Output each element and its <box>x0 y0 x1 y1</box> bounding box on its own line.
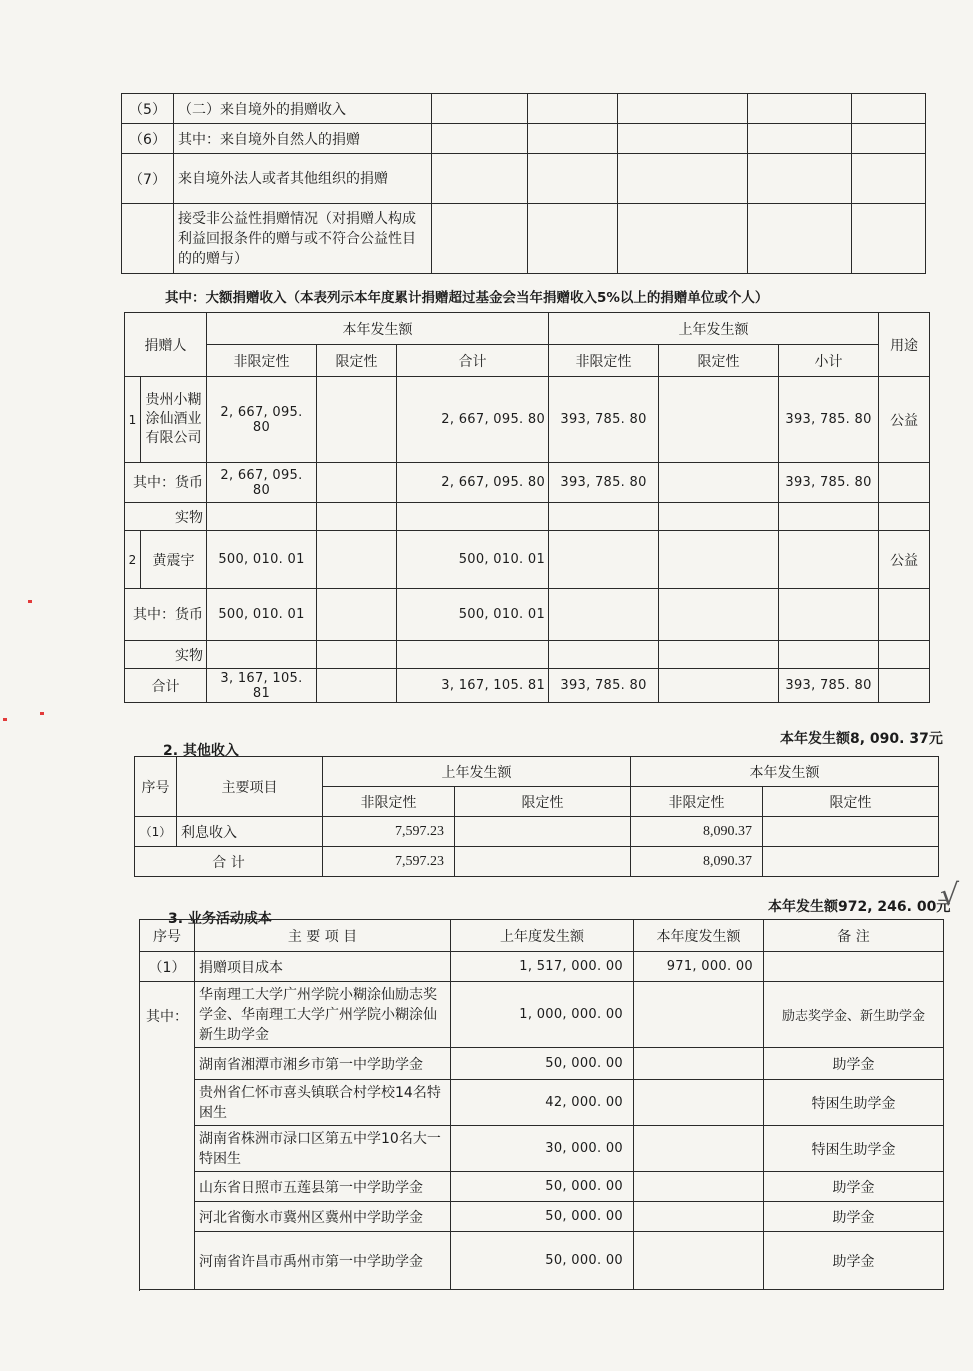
row-item: 利息收入 <box>177 817 323 847</box>
table-row <box>122 94 926 124</box>
note-header: 备 注 <box>764 920 944 952</box>
row-item: 山东省日照市五莲县第一中学助学金 <box>195 1172 451 1202</box>
foreign-donation-table <box>121 93 926 274</box>
no-header: 序号 <box>140 920 195 952</box>
row-item: 河北省衡水市冀州区冀州中学助学金 <box>195 1202 451 1232</box>
row-label: 其中：来自境外自然人的捐赠 <box>174 124 432 154</box>
value-cell: 500, 010. 01 <box>207 589 317 641</box>
sum-label: 合计 <box>125 669 207 703</box>
use-cell: 公益 <box>879 531 930 589</box>
value-cell: 30, 000. 00 <box>451 1126 634 1172</box>
current-year-header: 本年发生额 <box>207 313 549 345</box>
total-header: 合计 <box>397 345 549 377</box>
sum-label: 合 计 <box>135 847 323 877</box>
value-cell: 393, 785. 80 <box>549 377 659 463</box>
value-cell: 50, 000. 00 <box>451 1232 634 1290</box>
check-mark-icon: √ <box>940 878 960 913</box>
header-row <box>140 920 944 952</box>
table-row <box>140 1080 944 1126</box>
donor-header: 捐赠人 <box>125 313 207 377</box>
value-cell: 393, 785. 80 <box>779 377 879 463</box>
value-cell: 50, 000. 00 <box>451 1172 634 1202</box>
unrestricted-header: 非限定性 <box>323 787 455 817</box>
value-cell: 50, 000. 00 <box>451 1048 634 1080</box>
goods-label: 实物 <box>125 641 207 669</box>
unrestricted-header: 非限定性 <box>207 345 317 377</box>
value-cell: 1, 000, 000. 00 <box>451 982 634 1048</box>
business-cost-table <box>139 919 944 1290</box>
restricted-header: 限定性 <box>317 345 397 377</box>
donor-no: 2 <box>125 531 141 589</box>
restricted-header: 限定性 <box>455 787 631 817</box>
subtotal-header: 小计 <box>779 345 879 377</box>
use-cell: 公益 <box>879 377 930 463</box>
donor-no: 1 <box>125 377 141 463</box>
value-cell: 42, 000. 00 <box>451 1080 634 1126</box>
large-donations-table <box>124 312 930 703</box>
table-row <box>122 124 926 154</box>
value-cell: 3, 167, 105. 81 <box>397 669 549 703</box>
value-cell: 500, 010. 01 <box>207 531 317 589</box>
note-cell: 特困生助学金 <box>764 1080 944 1126</box>
other-income-title: 2. 其他收入 <box>163 743 239 759</box>
table-row <box>125 377 930 463</box>
note-cell: 助学金 <box>764 1232 944 1290</box>
value-cell: 393, 785. 80 <box>549 669 659 703</box>
value-cell: 393, 785. 80 <box>779 463 879 503</box>
unrestricted-header: 非限定性 <box>549 345 659 377</box>
table-row <box>140 1202 944 1232</box>
cash-label: 其中：货币 <box>125 589 207 641</box>
table-row <box>140 1172 944 1202</box>
use-header: 用途 <box>879 313 930 377</box>
prior-header: 上年发生额 <box>323 757 631 787</box>
value-cell: 7,597.23 <box>323 817 455 847</box>
value-cell: 1, 517, 000. 00 <box>451 952 634 982</box>
table-row <box>125 641 930 669</box>
value-cell: 50, 000. 00 <box>451 1202 634 1232</box>
row-index <box>122 204 174 274</box>
row-item: 捐赠项目成本 <box>195 952 451 982</box>
current-header: 本年发生额 <box>631 757 939 787</box>
restricted-header: 限定性 <box>763 787 939 817</box>
row-item: 华南理工大学广州学院小糊涂仙励志奖学金、华南理工大学广州学院小糊涂仙新生助学金 <box>195 982 451 1048</box>
value-cell: 393, 785. 80 <box>779 669 879 703</box>
row-label: 接受非公益性捐赠情况（对捐赠人构成利益回报条件的赠与或不符合公益性目的的赠与） <box>174 204 432 274</box>
row-item: 贵州省仁怀市喜头镇联合村学校14名特困生 <box>195 1080 451 1126</box>
row-item: 河南省许昌市禹州市第一中学助学金 <box>195 1232 451 1290</box>
row-index: （7） <box>122 154 174 204</box>
donor-name: 贵州小糊涂仙酒业有限公司 <box>141 377 207 463</box>
total-row <box>135 847 939 877</box>
cash-label: 其中：货币 <box>125 463 207 503</box>
table-row <box>140 1232 944 1290</box>
table-row <box>122 204 926 274</box>
value-cell: 8,090.37 <box>631 817 763 847</box>
note-cell: 助学金 <box>764 1202 944 1232</box>
value-cell: 3, 167, 105. 81 <box>207 669 317 703</box>
value-cell: 2, 667, 095. 80 <box>207 377 317 463</box>
row-index: （1） <box>140 952 195 982</box>
value-cell: 393, 785. 80 <box>549 463 659 503</box>
table-row <box>125 531 930 589</box>
table-row <box>140 1126 944 1172</box>
value-cell: 500, 010. 01 <box>397 589 549 641</box>
donor-name: 黄震宇 <box>141 531 207 589</box>
goods-label: 实物 <box>125 503 207 531</box>
row-index: （1） <box>135 817 177 847</box>
table-row <box>125 463 930 503</box>
value-cell: 2, 667, 095. 80 <box>397 463 549 503</box>
margin-mark <box>28 600 32 603</box>
table-row <box>140 952 944 982</box>
row-item: 湖南省株洲市渌口区第五中学10名大一特困生 <box>195 1126 451 1172</box>
row-index: （5） <box>122 94 174 124</box>
restricted-header: 限定性 <box>659 345 779 377</box>
sub-label: 其中： <box>140 982 195 1290</box>
header-row <box>135 757 939 787</box>
note-cell: 励志奖学金、新生助学金 <box>764 982 944 1048</box>
no-header: 序号 <box>135 757 177 817</box>
unrestricted-header: 非限定性 <box>631 787 763 817</box>
row-index: （6） <box>122 124 174 154</box>
note-cell: 特困生助学金 <box>764 1126 944 1172</box>
note-cell: 助学金 <box>764 1172 944 1202</box>
table-row <box>125 503 930 531</box>
other-income-amount: 本年发生额8, 090. 37元 <box>780 731 943 747</box>
total-row <box>125 669 930 703</box>
business-cost-title: 3. 业务活动成本 <box>168 911 272 927</box>
other-income-table <box>134 756 939 877</box>
table-row <box>135 817 939 847</box>
value-cell: 2, 667, 095. 80 <box>207 463 317 503</box>
margin-mark <box>3 718 7 721</box>
table-row <box>122 154 926 204</box>
value-cell: 971, 000. 00 <box>634 952 764 982</box>
table-row <box>125 589 930 641</box>
row-item: 湖南省湘潭市湘乡市第一中学助学金 <box>195 1048 451 1080</box>
row-label: （二）来自境外的捐赠收入 <box>174 94 432 124</box>
note-cell: 助学金 <box>764 1048 944 1080</box>
prior-year-header: 上年发生额 <box>549 313 879 345</box>
value-cell: 7,597.23 <box>323 847 455 877</box>
table-row <box>140 1048 944 1080</box>
item-header: 主要项目 <box>177 757 323 817</box>
large-donations-caption: 其中：大额捐赠收入（本表列示本年度累计捐赠超过基金会当年捐赠收入5%以上的捐赠单位或个人） <box>165 290 769 306</box>
item-header: 主 要 项 目 <box>195 920 451 952</box>
business-cost-amount: 本年发生额972, 246. 00元 <box>768 899 951 915</box>
current-header: 本年度发生额 <box>634 920 764 952</box>
header-row <box>125 345 930 377</box>
value-cell: 8,090.37 <box>631 847 763 877</box>
header-row <box>125 313 930 345</box>
table-row <box>140 982 944 1048</box>
prior-header: 上年度发生额 <box>451 920 634 952</box>
row-label: 来自境外法人或者其他组织的捐赠 <box>174 154 432 204</box>
value-cell: 500, 010. 01 <box>397 531 549 589</box>
value-cell: 2, 667, 095. 80 <box>397 377 549 463</box>
margin-mark <box>40 712 44 715</box>
